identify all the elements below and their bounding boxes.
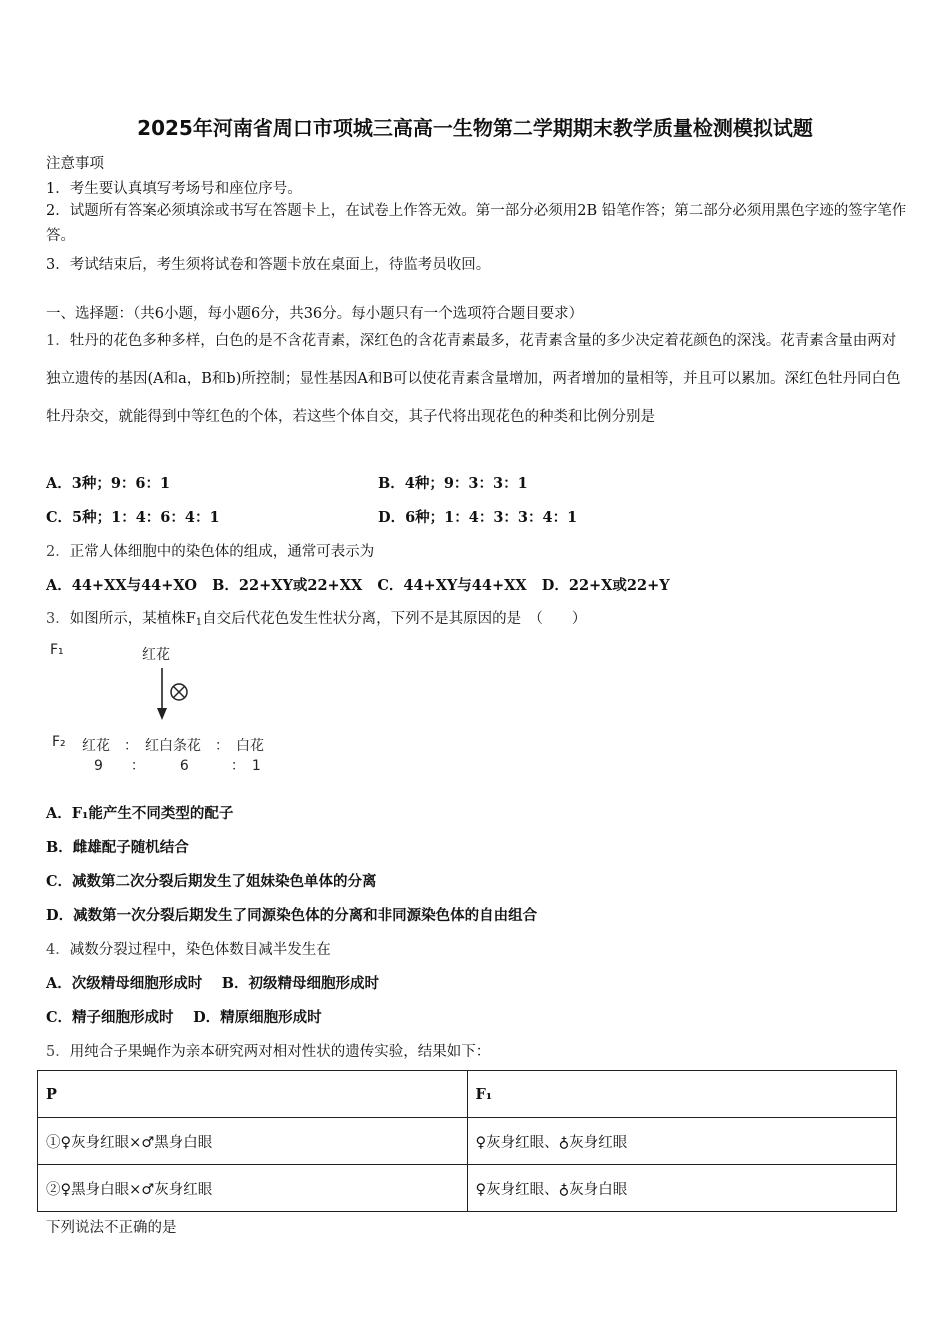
f2-ratio: 9 ： 6 ： 1 (94, 758, 261, 774)
question-3 (46, 607, 586, 628)
q2-options: A．44+XX与44+XO B．22+XY或22+XX C．44+XY与44+XX D．22+X或22+Y (46, 577, 670, 594)
f2-label: F₂ (52, 734, 66, 750)
notice-item-3: 3．考试结束后，考生须将试卷和答题卡放在桌面上，待监考员收回。 (46, 257, 491, 273)
parent-red-flower: 红花 (142, 647, 170, 663)
question-1-number: 1． (46, 333, 70, 349)
q1-option-b: B．4种；9：3：3：1 (378, 475, 528, 492)
notice-item-2: 2．试题所有答案必须填涂或书写在答题卡上，在试卷上作答无效。第一部分必须用2B 铅笔作答；第二部分必须用黑色字迹的签字笔作答。 (46, 203, 907, 244)
notice-item-1: 1．考生要认真填写考场号和座位序号。 (46, 181, 302, 197)
q3-option-b: B．雌雄配子随机结合 (46, 839, 189, 856)
question-3-text-a: 如图所示，某植株F (69, 611, 196, 627)
selfing-arrow (150, 666, 200, 722)
cross-diagram (46, 638, 306, 778)
q3-option-c: C．减数第二次分裂后期发生了姐妹染色单体的分离 (46, 873, 377, 890)
page-title: 2025年河南省周口市项城三高高一生物第二学期期末教学质量检测模拟试题 (137, 116, 813, 140)
f1-label: F₁ (50, 642, 64, 658)
q1-option-a: A．3种；9：6：1 (46, 475, 171, 492)
row-1-parents: ①♀灰身红眼×♂黑身白眼 (38, 1118, 468, 1165)
table-row (38, 1118, 897, 1165)
cross-results-table (37, 1070, 897, 1212)
question-5-after: 下列说法不正确的是 (46, 1220, 177, 1236)
row-1-f1: ♀灰身红眼、♁灰身红眼 (467, 1118, 897, 1165)
question-5-number: 5． (46, 1044, 70, 1060)
header-f1: F₁ (467, 1071, 897, 1118)
question-2 (46, 540, 374, 561)
table-row (38, 1165, 897, 1212)
q4-options-ab: A．次级精母细胞形成时 B．初级精母细胞形成时 (46, 975, 380, 992)
row-2-f1: ♀灰身红眼、♁灰身白眼 (467, 1165, 897, 1212)
question-4-text: 减数分裂过程中，染色体数目减半发生在 (69, 942, 331, 958)
row-2-parents: ②♀黑身白眼×♂灰身红眼 (38, 1165, 468, 1212)
arrow-head (157, 708, 167, 720)
question-2-number: 2． (46, 544, 70, 560)
question-2-text: 正常人体细胞中的染色体的组成，通常可表示为 (69, 544, 375, 560)
q4-options-cd: C．精子细胞形成时 D．精原细胞形成时 (46, 1009, 322, 1026)
question-5-text: 用纯合子果蝇作为亲本研究两对相对性状的遗传实验，结果如下： (69, 1044, 491, 1060)
question-3-subscript: 1 (195, 617, 203, 628)
question-4 (46, 938, 331, 959)
question-4-number: 4． (46, 942, 70, 958)
table-header-row (38, 1071, 897, 1118)
question-1 (46, 322, 908, 436)
question-3-text-b: 自交后代花色发生性状分离，下列不是其原因的是 （ ） (202, 611, 587, 627)
header-p: P (38, 1071, 468, 1118)
q3-option-d: D．减数第一次分裂后期发生了同源染色体的分离和非同源染色体的自由组合 (46, 907, 538, 924)
q1-option-d: D．6种；1：4：3：3：4：1 (378, 509, 578, 526)
f2-offspring: 红花 ： 红白条花 ： 白花 (82, 738, 264, 754)
question-3-number: 3． (46, 611, 70, 627)
q3-option-a: A．F₁能产生不同类型的配子 (46, 805, 234, 822)
q1-option-c: C．5种；1：4：6：4：1 (46, 509, 220, 526)
question-1-text: 牡丹的花色多种多样，白色的是不含花青素，深红色的含花青素最多，花青素含量的多少决定着花颜色的深浅。花青素含量由两对独立遗传的基因(A和a，B和b)所控制；显性基因A和B可以使花青素含量增加，两者增加的量相等，并且可以累加。深红色牡丹同白色牡丹杂交，就能得到中等红色的个体，若这些个体自交，其子代将出现花色的种类和比例分别是 (46, 333, 901, 425)
question-5 (46, 1040, 490, 1061)
notice-heading: 注意事项 (46, 156, 104, 172)
section-heading: 一、选择题：（共6小题，每小题6分，共36分。每小题只有一个选项符合题目要求） (46, 306, 584, 322)
